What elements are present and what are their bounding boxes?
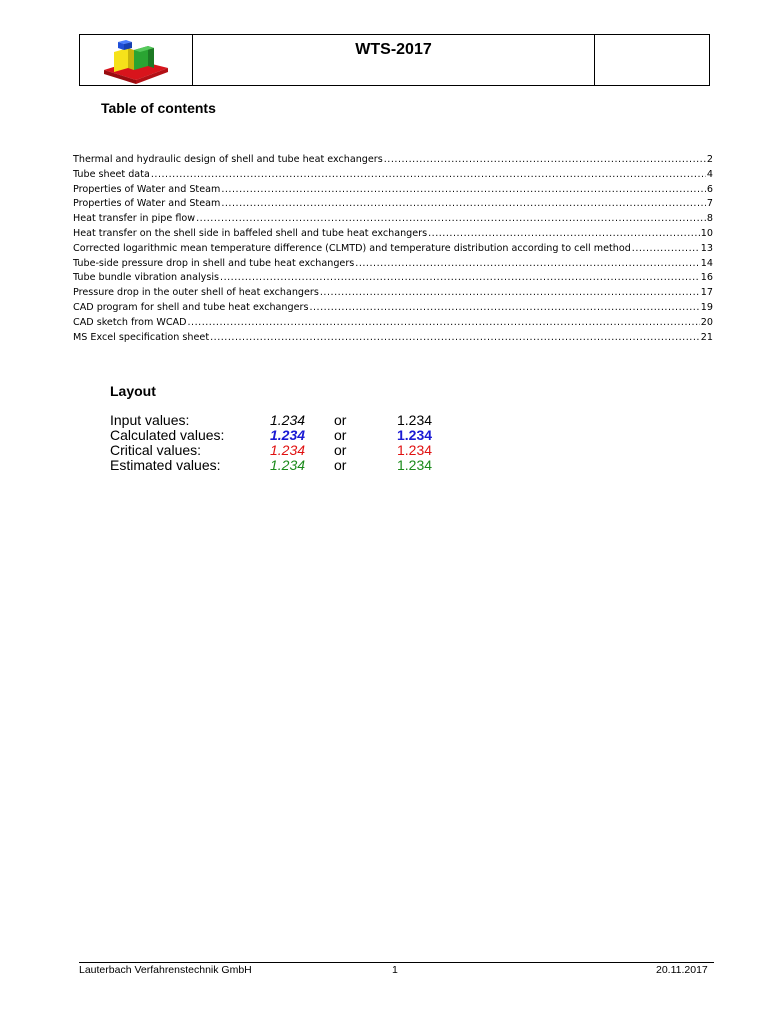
toc-entry-page: 6 — [706, 183, 713, 195]
toc-entry[interactable] — [73, 286, 713, 301]
toc-entry-page: 13 — [700, 242, 713, 254]
toc-entry[interactable] — [73, 257, 713, 272]
toc-entry-page: 14 — [700, 257, 713, 269]
footer-company: Lauterbach Verfahrenstechnik GmbH — [79, 964, 252, 976]
layout-heading: Layout — [110, 383, 156, 399]
toc-entry-page: 7 — [706, 198, 713, 210]
toc-entry-title: CAD program for shell and tube heat exchangers — [73, 301, 309, 313]
toc-leader-dots — [221, 183, 706, 198]
toc-entry[interactable] — [73, 153, 713, 168]
toc-entry-title: Corrected logarithmic mean temperature difference (CLMTD) and temperature distribution according to cell method — [73, 242, 631, 254]
toc-entry[interactable] — [73, 168, 713, 183]
toc-entry[interactable] — [73, 212, 713, 227]
toc-entry[interactable] — [73, 271, 713, 286]
title-cell — [193, 35, 595, 85]
footer-page-number: 1 — [392, 964, 398, 976]
toc-entry-page: 20 — [700, 316, 713, 328]
toc-entry-title: Properties of Water and Steam — [73, 183, 221, 195]
toc-leader-dots — [196, 212, 706, 227]
layout-row-input — [110, 413, 457, 428]
toc-leader-dots — [151, 168, 706, 183]
sample-value-italic: 1.234 — [270, 412, 306, 428]
layout-row-calculated — [110, 428, 457, 443]
toc-leader-dots — [320, 286, 700, 301]
document-header — [79, 34, 710, 86]
toc-entry-title: Tube bundle vibration analysis — [73, 272, 220, 284]
toc-entry-title: Thermal and hydraulic design of shell and tube heat exchangers — [73, 154, 383, 165]
or-label: or — [334, 427, 347, 443]
toc-entry[interactable] — [73, 197, 713, 212]
or-label: or — [334, 442, 347, 458]
footer-date: 20.11.2017 — [656, 964, 708, 976]
toc-leader-dots — [188, 316, 700, 331]
or-label: or — [334, 412, 347, 428]
toc-leader-dots — [309, 301, 699, 316]
toc-list — [73, 153, 713, 345]
toc-entry-page: 16 — [700, 272, 713, 284]
layout-legend — [110, 413, 457, 473]
toc-entry-page: 4 — [706, 168, 713, 180]
toc-entry-page: 2 — [706, 154, 713, 165]
toc-entry-title: Heat transfer on the shell side in baffeled shell and tube heat exchangers — [73, 227, 428, 239]
layout-label: Estimated values: — [110, 457, 221, 473]
toc-entry-page: 21 — [700, 331, 713, 343]
toc-entry-title: Pressure drop in the outer shell of heat exchangers — [73, 287, 319, 299]
toc-entry[interactable] — [73, 301, 713, 316]
company-logo — [102, 38, 170, 84]
sample-value-italic: 1.234 — [270, 442, 306, 458]
sample-value-italic: 1.234 — [270, 457, 306, 473]
toc-entry-title: Heat transfer in pipe flow — [73, 213, 196, 225]
toc-entry[interactable] — [73, 316, 713, 331]
toc-entry-page: 8 — [706, 213, 713, 225]
or-label: or — [334, 457, 347, 473]
document-title: WTS-2017 — [355, 41, 432, 58]
toc-entry-page: 19 — [700, 301, 713, 313]
toc-leader-dots — [428, 227, 700, 242]
toc-leader-dots — [355, 257, 700, 272]
toc-leader-dots — [384, 153, 706, 168]
layout-label: Critical values: — [110, 442, 202, 458]
header-right-cell — [595, 35, 709, 85]
toc-leader-dots — [210, 331, 700, 346]
logo-cell — [80, 35, 193, 85]
sample-value-plain: 1.234 — [397, 427, 433, 443]
toc-entry-title: CAD sketch from WCAD — [73, 316, 187, 328]
sample-value-plain: 1.234 — [397, 442, 433, 458]
toc-entry[interactable] — [73, 183, 713, 198]
layout-label: Input values: — [110, 412, 190, 428]
toc-entry-title: Tube sheet data — [73, 168, 150, 180]
toc-heading: Table of contents — [101, 100, 216, 116]
toc-leader-dots — [632, 242, 700, 257]
toc-entry-title: Tube-side pressure drop in shell and tube heat exchangers — [73, 257, 355, 269]
toc-entry[interactable] — [73, 227, 713, 242]
sample-value-plain: 1.234 — [397, 412, 433, 428]
toc-entry-title: Properties of Water and Steam — [73, 198, 221, 210]
layout-row-critical — [110, 443, 457, 458]
toc-entry-page: 17 — [700, 287, 713, 299]
toc-entry-page: 10 — [700, 227, 713, 239]
sample-value-italic: 1.234 — [270, 427, 306, 443]
footer-rule — [79, 962, 714, 963]
toc-entry-title: MS Excel specification sheet — [73, 331, 210, 343]
toc-entry[interactable] — [73, 242, 713, 257]
layout-row-estimated — [110, 458, 457, 473]
sample-value-plain: 1.234 — [397, 457, 433, 473]
toc-leader-dots — [220, 271, 700, 286]
toc-entry[interactable] — [73, 331, 713, 346]
layout-label: Calculated values: — [110, 427, 225, 443]
toc-leader-dots — [221, 197, 706, 212]
